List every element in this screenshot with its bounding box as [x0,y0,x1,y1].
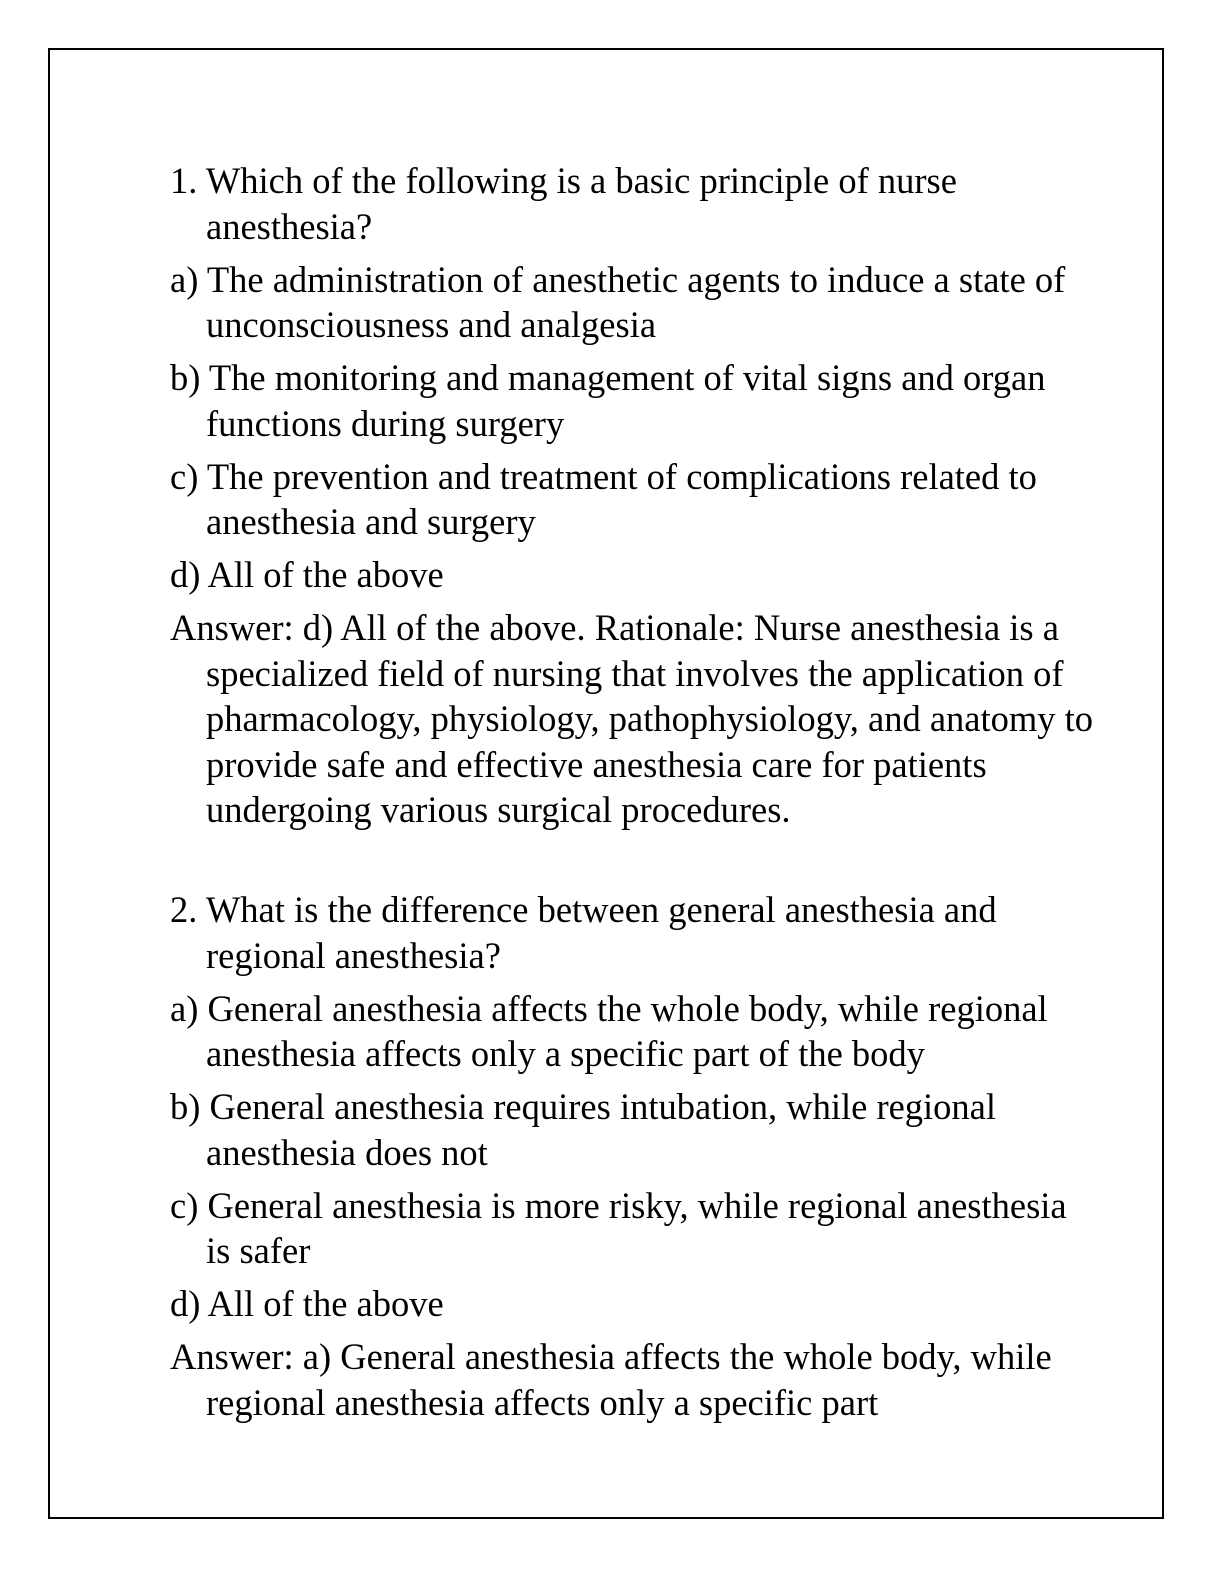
question-separator [170,840,1100,887]
option-d: d) All of the above [170,554,444,595]
question-2 [170,887,1100,1425]
question-stem: 2. What is the difference between general anesthesia and regional anesthesia? [170,889,997,976]
option-d: d) All of the above [170,1283,444,1324]
option-c: c) General anesthesia is more risky, while regional anesthesia is safer [170,1184,1067,1271]
question-stem: 1. Which of the following is a basic principle of nurse anesthesia? [170,160,957,247]
answer-rationale: Answer: d) All of the above. Rationale: Nurse anesthesia is a specialized field of nursing that involves the application of pharmacology, physiology, pathophysiology, and anatomy to provide safe and effective anesthesia care for patients undergoing various surgical procedures. [170,607,1094,830]
page-border [48,48,1164,1519]
option-b: b) General anesthesia requires intubation, while regional anesthesia does not [170,1086,997,1173]
answer-rationale: Answer: a) General anesthesia affects the whole body, while regional anesthesia affects only a specific part [170,1336,1052,1423]
question-1 [170,158,1100,833]
option-a: a) The administration of anesthetic agents to induce a state of unconsciousness and analgesia [170,258,1066,345]
option-b: b) The monitoring and management of vital signs and organ functions during surgery [170,357,1046,444]
option-c: c) The prevention and treatment of complications related to anesthesia and surgery [170,455,1037,542]
option-a: a) General anesthesia affects the whole body, while regional anesthesia affects only a specific part of the body [170,987,1048,1074]
document-body [170,158,1100,1433]
